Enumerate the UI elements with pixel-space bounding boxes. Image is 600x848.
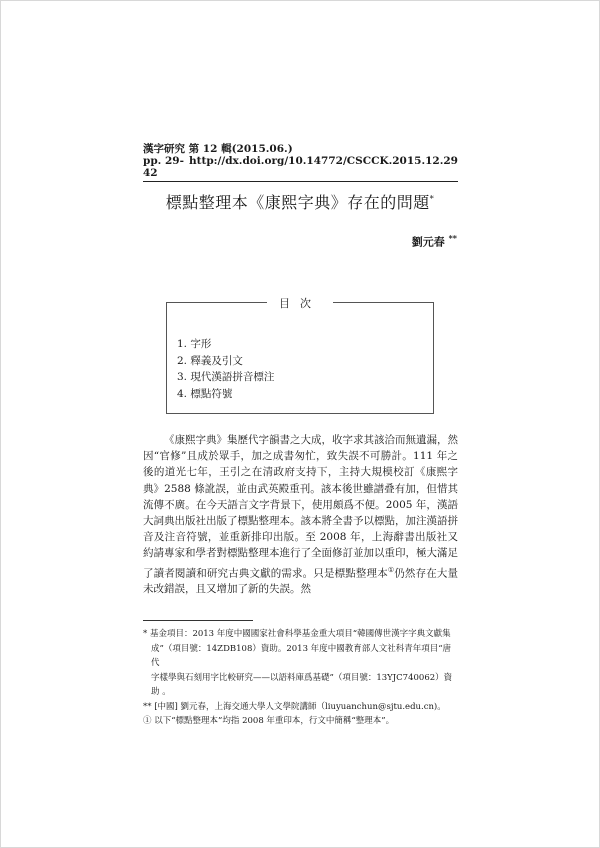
toc-list [177,336,274,402]
author-name: 劉元春 [411,235,445,249]
citation-line [143,155,458,182]
footnote-ref: ① [387,565,395,574]
author [412,233,457,250]
title-footnote-mark: * [429,194,435,204]
toc-item: 1. 字形 [177,338,212,350]
title-text: 標點整理本《康熙字典》存在的問題 [165,193,430,212]
table-of-contents [166,297,434,414]
page-range: pp. 29-42 [143,155,184,179]
toc-item: 4. 標點符號 [177,387,233,400]
doi-link[interactable]: http://dx.doi.org/10.14772/CSCCK.2015.12.29 [188,155,458,167]
author-footnote-mark: ** [448,233,457,243]
footnotes [143,627,458,729]
toc-item: 3. 現代漢語拼音標注 [177,371,275,383]
footnote-funding-cont: 成”（項目號：14ZDB108）資助。2013 年度中國教育部人文社科青年項目“唐代 [151,643,452,668]
body-paragraph [143,432,458,598]
footnote-divider [143,620,253,621]
body-text-part2: 仍然存在大量未改錯誤，且又增加了新的失誤。然 [143,567,459,596]
toc-heading: 目次 [267,295,333,311]
footnote-funding-cont: 字樣學與石刻用字比較研究——以語料庫爲基礎”（項目號：13YJC740062）資助 。 [151,672,453,697]
journal-header: 漢字研究 第 12 輯(2015.06.) [143,143,293,155]
footnote-author: ** [中國] 劉元春，上海交通大學人文學院講師（liuyuanchun@sjtu.edu.cn)。 [143,701,446,712]
footnote-edition: ① 以下“標點整理本”均指 2008 年重印本，行文中簡稱“整理本”。 [143,716,395,726]
paper-title [0,190,600,213]
toc-item: 2. 釋義及引文 [177,354,243,367]
body-text-part1: 《康熙字典》集歷代字韻書之大成，收字求其該洽而無遺漏，然因“官修”且成於眾手，加之成書匆忙，致失誤不可勝計。111 年之後的道光七年，王引之在清政府支持下，主持大規模校訂《康熙字典》2588 條訛誤，並由武英殿重刊。該本後世雖譜叠有加，但惜其流傳不廣。在今天語言文字背景下，使用頗爲不便。2005 年，漢語大詞典出版社出版了標點整理本。該本將全書予以標點，加注漢語拼音及注音符號，並重新排印出版。至 2008 年，上海辭書出版社又約請專家和學者對標點整理本進行了全面修訂並加以重印，極大滿足了讀者閱讀和研究古典文獻的需求。只是標點整理本 [143,434,458,580]
footnote-funding: * 基金項目：2013 年度中國國家社會科學基金重大項目“韓國傳世漢字字典文獻集 [143,629,451,639]
